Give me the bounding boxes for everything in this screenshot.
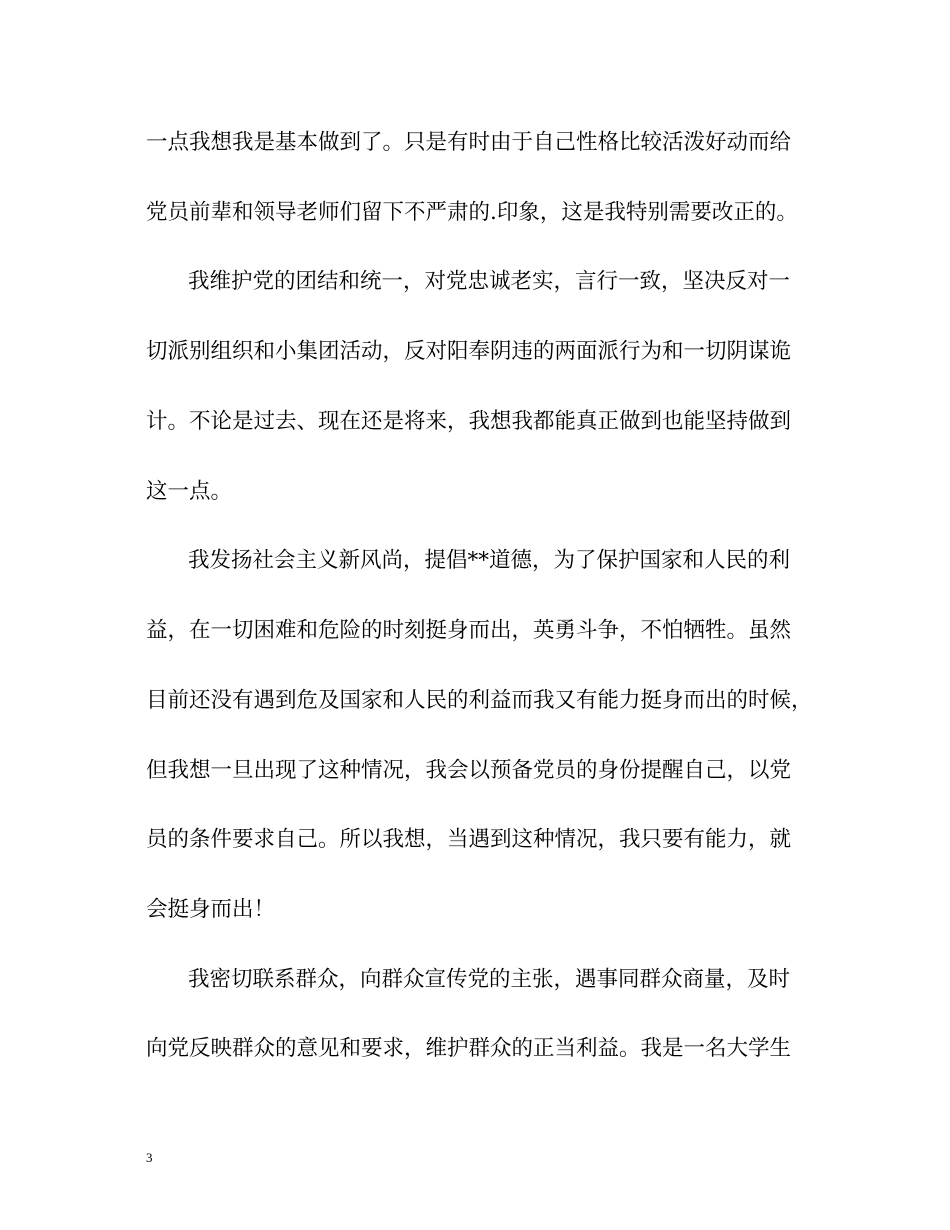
text-line: 益，在一切困难和危险的时刻挺身而出，英勇斗争，不怕牺牲。虽然	[146, 618, 792, 643]
text-line: 这一点。	[146, 479, 233, 504]
text-line: 向党反映群众的意见和要求，维护群众的正当利益。我是一名大学生	[146, 1036, 792, 1061]
text-line: 党员前辈和领导老师们留下不严肃的.印象，这是我特别需要改正的。	[146, 200, 798, 225]
page-number: 3	[146, 1150, 153, 1165]
text-line: 但我想一旦出现了这种情况，我会以预备党员的身份提醒自己，以党	[146, 758, 792, 783]
paragraph-start-line: 我维护党的团结和统一，对党忠诚老实，言行一致，坚决反对一	[188, 269, 791, 294]
text-line: 计。不论是过去、现在还是将来，我想我都能真正做到也能坚持做到	[146, 409, 792, 434]
paragraph-start-line: 我密切联系群众，向群众宣传党的主张，遇事同群众商量，及时	[188, 967, 791, 992]
text-line: 目前还没有遇到危及国家和人民的利益而我又有能力挺身而出的时候，	[146, 688, 813, 713]
paragraph-start-line: 我发扬社会主义新风尚，提倡**道德，为了保护国家和人民的利	[188, 548, 791, 573]
text-line: 会挺身而出！	[146, 897, 276, 922]
text-line: 一点我想我是基本做到了。只是有时由于自己性格比较活泼好动而给	[146, 130, 792, 155]
text-line: 切派别组织和小集团活动，反对阳奉阴违的两面派行为和一切阴谋诡	[146, 339, 792, 364]
text-line: 员的条件要求自己。所以我想，当遇到这种情况，我只要有能力，就	[146, 827, 792, 852]
